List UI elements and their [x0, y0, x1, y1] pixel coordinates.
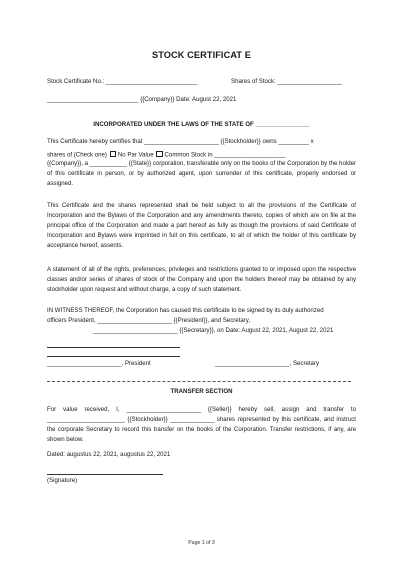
common-stock-label: Common Stock in _____________________: [164, 151, 286, 159]
dated-line: Dated: augustus 22, 2021, augustus 22, 2021: [47, 451, 171, 458]
witness-line-3: _________________________ {{Secretary}}, on Date: August 22, 2021, August 22, 2021: [93, 327, 334, 334]
transfer-separator: [47, 381, 351, 382]
rights-statement-paragraph: A statement of all of the rights, preferences, privileges and restrictions granted to or imposed upon the respective classes and/or series of shares of stock of the Company and upon the holders thereof may be obtained by any stockholder upon request and without charge, a copy of such statement.: [47, 266, 356, 293]
shares-of-stock-label: Shares of Stock: ___________________: [231, 78, 342, 85]
page-number: Page 1 of 3: [188, 540, 215, 546]
common-stock-checkbox[interactable]: [156, 151, 162, 157]
share-type-line: [47, 151, 285, 159]
company-date-line: ___________________________ {{Company}} Date: August 22, 2021: [47, 96, 237, 103]
transfer-paragraph: For value received, I, ______________________ {{Seller}} hereby sell, assign and transfer to _______________________ {{Stockholder}} _____________ shares represented by this certificate, and instruct the corporate Secretary to record this transfer on the books of the Corporation. Transfer restrictions, if any, are shown below.: [47, 406, 356, 443]
provisions-paragraph: This Certificate and the shares represented shall be held subject to all the provisions of the Certificate of Incorporation and the Bylaws of the Corporation and any amendments thereto, copies of which are on file at the principal office of the Corporation and made a part hereof as fully as though the provisions of said Certificate of Incorporation and Bylaws were imprinted in full on this certificate, to all of which the holder of this certificate by acceptance hereof, assents.: [47, 202, 356, 249]
seller-signature-rule: [47, 474, 163, 475]
certificate-number-label: Stock Certificate No.: ___________________________: [47, 78, 198, 85]
share-type-prefix: shares of (Check one): [47, 151, 107, 159]
president-signature-label: ______________________, President: [47, 360, 151, 367]
document-title: STOCK CERTIFICAT E: [152, 50, 251, 60]
signature-rule-1: [47, 347, 180, 348]
transfer-section-heading: TRANSFER SECTION: [170, 388, 233, 395]
corporation-paragraph: {{Company}}, a ___________ {{State}} corporation, transferable only on the books of the Corporation by the holder of this certificate in person, or by authorized agent, upon surrender of this certificate, properly endorsed or assigned.: [47, 160, 356, 187]
witness-line-2: officers President, ______________________ {{President}}, and Secretary,: [47, 317, 251, 324]
signature-label: (Signature): [47, 477, 78, 484]
certifies-line: This Certificate hereby certifies that ______________________ {{Stockholder}} owns _________ x: [47, 138, 314, 145]
secretary-signature-label: ______________________, Secretary: [215, 360, 320, 367]
no-par-value-checkbox[interactable]: [110, 151, 116, 157]
witness-line-1: IN WITNESS THEREOF, the Corporation has caused this certificate to be signed by its duly authorized: [47, 307, 324, 314]
signature-rule-2: [47, 356, 180, 357]
no-par-value-label: No Par Value: [117, 151, 154, 159]
incorporated-heading: INCORPORATED UNDER THE LAWS OF THE STATE OF ________________: [93, 121, 310, 128]
